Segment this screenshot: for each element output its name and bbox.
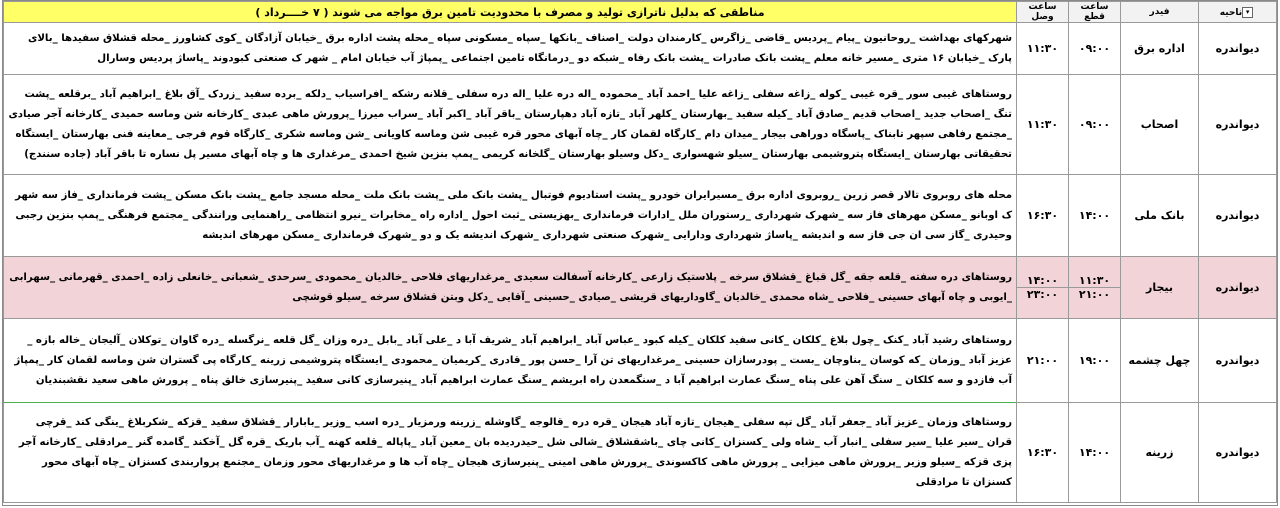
table-row <box>4 75 1277 175</box>
areas-cell: روستاهای وزمان _عزیز آباد _جعفر آباد _گل تپه سفلی _هیجان _تازه آباد هیجان _قره دره _قالوجه _گاوشله _زرینه ورمزیار _دره اسب _وزیر _بابارار _قشلاق سفید _قزکه _شکربلاغ _ینگی کند _قرچی قران _سیر علیا _سیر سفلی _انبار آب _شاه ولی _کسنزان _کانی چای _باشقشلاق _شالی شل _حیدردیده بان _معین آباد _پاپاله _قلعه کهنه _آب باریک _قره گل _آخکند _گامده گنر _مرادقلی _کارخانه آجر پزی قزکه _سیلو وزیر _پرورش ماهی میزایی _ پرورش ماهی کاکسوندی _پرورش ماهی امینی _پنیرسازی هیجان _چاه آب ها و مرغداریهای محور وزمان _مجتمع پرواربندی کسنزان _چاه آبهای محور کسنزان تا مرادقلی <box>4 403 1017 503</box>
region-cell: دیواندره <box>1199 175 1277 257</box>
feeder-cell: بیجار <box>1121 257 1199 319</box>
cut-time-cell: ۱۹:۰۰ <box>1069 319 1121 403</box>
table-row <box>4 403 1277 503</box>
cut-time-1: ۱۱:۳۰ <box>1078 274 1111 287</box>
table-row <box>4 319 1277 403</box>
connect-time-cell: ۱۶:۳۰ <box>1017 175 1069 257</box>
header-cut-time: ساعت قطع <box>1069 2 1121 23</box>
region-cell: دیواندره <box>1199 257 1277 319</box>
cut-time-cell: ۰۹:۰۰ <box>1069 75 1121 175</box>
table-title: مناطقی که بدلیل ناترازی تولید و مصرف با محدودیت تامین برق مواجه می شوند ( ۷ خــــرداد ) <box>4 2 1017 23</box>
region-cell: دیواندره <box>1199 75 1277 175</box>
feeder-cell: چهل چشمه <box>1121 319 1199 403</box>
header-feeder: فیدر <box>1121 2 1199 23</box>
connect-time-cell: ۱۱:۳۰ <box>1017 75 1069 175</box>
table-row-highlighted <box>4 257 1277 319</box>
areas-cell: شهرکهای بهداشت _روحانیون _پیام _پردیس _قاضی _زاگرس _کارمندان دولت _اصناف _بانکها _سپاه _مسکونی سپاه _محله پشت اداره برق _خیابان آزادگان _کوی کشاورز _محله قشلاق سفیدها _بالای پارک _خیابان ۱۶ متری _مسیر خانه معلم _پشت بانک صادرات _پشت بانک رفاه _شبکه دو _درمانگاه تامین اجتماعی _پمپاژ آب خیابان امام _ شهر ک صنعتی کبودوند _پاساژ پردیس وسارال <box>4 23 1017 75</box>
feeder-cell: اصحاب <box>1121 75 1199 175</box>
filter-icon[interactable]: ▾ <box>1242 7 1253 18</box>
connect-time-cell: ۱۱:۳۰ <box>1017 23 1069 75</box>
cut-time-cell <box>1069 257 1121 319</box>
connect-time-1: ۱۴:۰۰ <box>1026 274 1059 287</box>
areas-cell: روستاهای دره سفته _قلعه جقه _گل قباغ _قشلاق سرخه _ پلاستیک زارعی _کارخانه آسفالت سعیدی _مرغداریهای فلاحی _خالدیان _محمودی _سرحدی _شعبانی _خانعلی زاده _احمدی _قهرمانی _سهرابی _ایوبی و چاه آبهای حسینی _فلاحی _شاه محمدی _خالدیان _گاوداریهای قریشی _صیادی _حسینی _آقایی _دکل وبتن قشلاق سرخه _سیلو قوشچی <box>4 257 1017 319</box>
cut-time-2: ۲۱:۰۰ <box>1069 287 1120 301</box>
cut-time-cell: ۱۴:۰۰ <box>1069 403 1121 503</box>
region-cell: دیواندره <box>1199 403 1277 503</box>
header-connect-time: ساعت وصل <box>1017 2 1069 23</box>
connect-time-2: ۲۳:۰۰ <box>1017 287 1068 301</box>
table-row <box>4 175 1277 257</box>
outage-table <box>3 1 1277 503</box>
region-cell: دیواندره <box>1199 23 1277 75</box>
table-row <box>4 23 1277 75</box>
feeder-cell: اداره برق <box>1121 23 1199 75</box>
areas-cell: محله های روبروی تالار قصر زرین _روبروی اداره برق _مسیرایران خودرو _پشت استادیوم فوتبال _پشت بانک ملی _پشت بانک ملت _محله مسجد جامع _پشت بانک مسکن _پشت فرمانداری _فاز سه شهر ک اوبانو _مسکن مهرهای فاز سه _شهرک شهرداری _رستوران ملل _ادارات فرمانداری _بهزیستی _ثبت احول _اداره راه _مخابرات _نیرو انتظامی _راهنمایی ورانندگی _مجتمع فرهنگی _پمپ بنزین رجبی وحیدری _گاز سی ان جی فاز سه و اندیشه _پاساژ شهرداری ودارایی _شهرک صنعتی شهرداری _شهرک اندیشه یک و دو _شهرک فرمانداری _مسکن مهرهای اندیشه <box>4 175 1017 257</box>
connect-time-split <box>1017 274 1068 301</box>
connect-time-cell: ۲۱:۰۰ <box>1017 319 1069 403</box>
feeder-cell: بانک ملی <box>1121 175 1199 257</box>
feeder-cell: زرینه <box>1121 403 1199 503</box>
header-region[interactable]: ▾ناحیه <box>1199 2 1277 23</box>
areas-cell: روستاهای غیبی سور _قره غیبی _کوله _زاغه سفلی _زاغه علیا _احمد آباد _محموده _اله دره علیا _اله دره سفلی _قلانه رشکه _افراسیاب _دلکه _برده سفید _زردک _آق بلاغ _ابراهیم آباد _برقلعه _پشت تنگ _اصحاب جدید _اصحاب قدیم _صادق آباد _کیله سفید _بهارستان _کلهر آباد _تازه آباد دهپارستان _باقر آباد _اکبر آباد _سراب میرزا _پرورش ماهی عبدی _کارخانه شن وماسه حمیدی _کارخانه آجر صیادی _مجتمع رفاهی سپهر تابناک _پاسگاه دوراهی بیجار _میدان دام _کارگاه لقمان کار _چاه آبهای محور قره غیبی شن وماسه کاویانی _شن وماسه شکری _کارگاه قوم فرجی _معاینه فنی بهارستان _ایستگاه تحقیقاتی بهارستان _ایستگاه پتروشیمی بهارستان _سیلو شهسواری _دکل وسیلو بهارستان _گلخانه کریمی _پمپ بنزین شیخ احمدی _مرغداری ها و چاه آبهای مسیر پل نساره تا باقر آباد (جاده سنندج) <box>4 75 1017 175</box>
cut-time-cell: ۰۹:۰۰ <box>1069 23 1121 75</box>
cut-time-split <box>1069 274 1120 301</box>
schedule-sheet <box>2 0 1278 506</box>
connect-time-cell <box>1017 257 1069 319</box>
areas-cell: روستاهای رشید آباد _کنک _چول بلاغ _کلکان _کانی سفید کلکان _کیله کبود _عباس آباد _ابراهیم آباد _شریف آبا د _علی آباد _بابل _دره وزان _گل قلعه _نرگسله _دره گاوان _توکلان _آلیجان _خاله بازه _ عزیز آباد _وزمان _که کوسان _بناوچان _بست _ پودرسازان حسینی _مرغداریهای تن آرا _حسن پور _قادری _کریمیان _محمودی _ایستگاه پتروشیمی زرینه _کارگاه پی گستران شن وماسه لقمان کار _پمپاژ آب فازدو و سه کلکان _ سنگ آهن علی پناه _سنگ عمارت ابراهیم آبا د _سنگمعدن راه ابریشم _سنگ ‌عمارت ‌ابراهیم‌ آباد _پنیرسازی کانی سفید _پنیرسازی خالق پناه _ پرورش ماهی سعید نقشبندیان <box>4 319 1017 403</box>
cut-time-cell: ۱۴:۰۰ <box>1069 175 1121 257</box>
connect-time-cell: ۱۶:۳۰ <box>1017 403 1069 503</box>
region-cell: دیواندره <box>1199 319 1277 403</box>
